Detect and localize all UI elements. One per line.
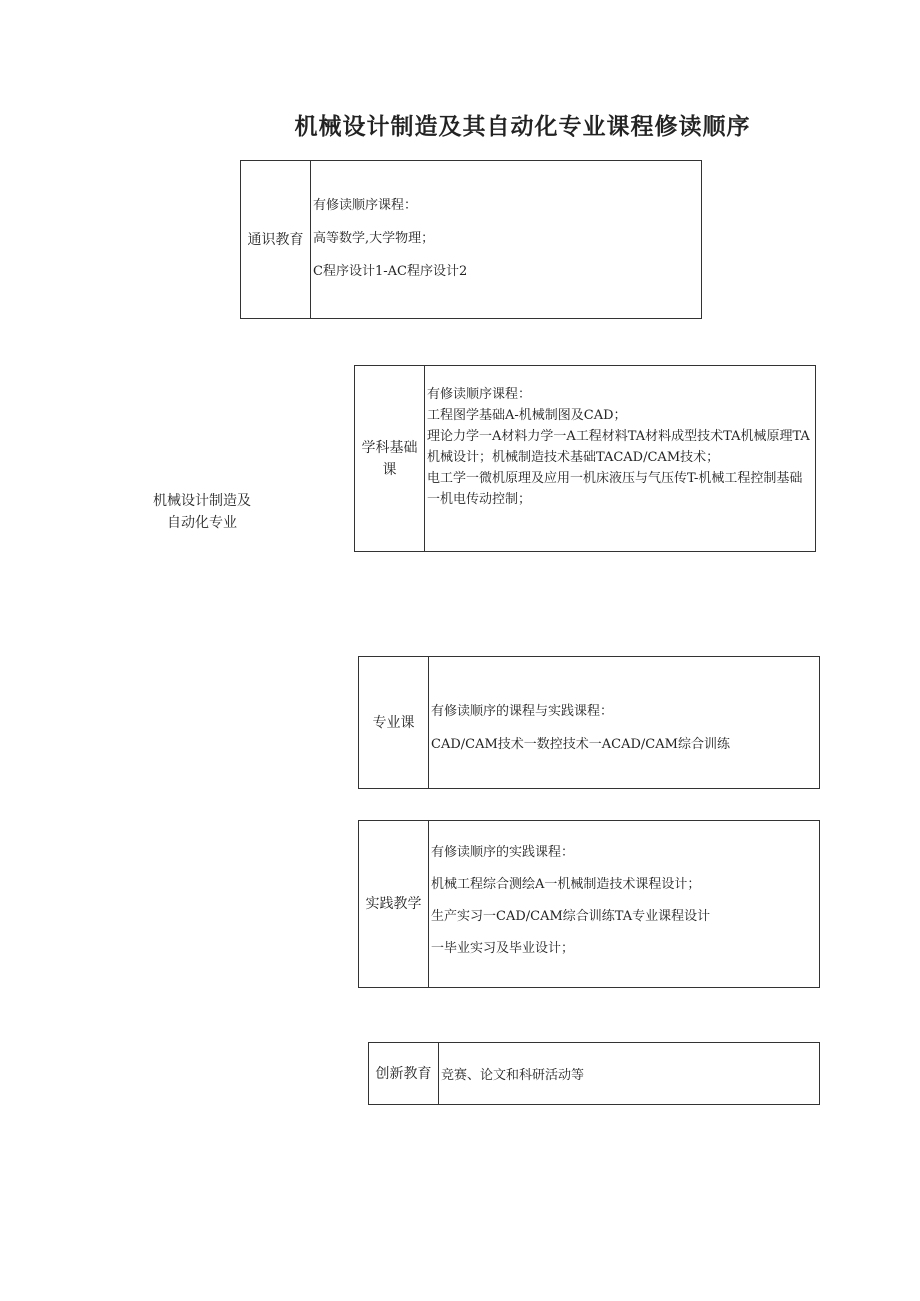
content-line: 有修读顺序的课程与实践课程：: [431, 704, 614, 719]
section-label: 学科基础课: [355, 366, 425, 551]
major-name-label: 机械设计制造及自动化专业: [153, 493, 251, 531]
section-content: [429, 821, 819, 987]
major-course-box: [358, 656, 820, 789]
section-label: 实践教学: [359, 821, 429, 987]
section-label: 专业课: [359, 657, 429, 788]
page-title: 机械设计制造及其自动化专业课程修读顺序: [294, 114, 751, 140]
content-line: 一毕业实习及毕业设计；: [431, 941, 575, 956]
content-line: 工程图学基础A-机械制图及CAD；: [427, 408, 627, 423]
content-line: CAD/CAM技术一数控技术一ACAD/CAM综合训练: [431, 737, 730, 752]
content-line: 有修读顺序课程：: [427, 387, 532, 402]
discipline-basic-box: [354, 365, 816, 552]
general-education-box: [240, 160, 702, 319]
content-line: C程序设计1-AC程序设计2: [313, 264, 468, 279]
content-line: 生产实习一CAD/CAM综合训练TA专业课程设计: [431, 909, 711, 924]
section-content: [311, 161, 701, 318]
content-line: 竞赛、论文和科研活动等: [441, 1068, 585, 1083]
section-content: [439, 1043, 819, 1104]
section-label: 创新教育: [369, 1043, 439, 1104]
section-content: [425, 366, 815, 551]
practice-teaching-box: [358, 820, 820, 988]
content-line: 有修读顺序的实践课程：: [431, 845, 575, 860]
section-label: 通识教育: [241, 161, 311, 318]
innovation-education-box: [368, 1042, 820, 1105]
content-line: 有修读顺序课程：: [313, 198, 418, 213]
section-content: [429, 657, 819, 788]
content-line: 高等数学,大学物理；: [313, 231, 435, 246]
content-line: 机械工程综合测绘A一机械制造技术课程设计；: [431, 877, 701, 892]
content-line: 电工学一微机原理及应用一机床液压与气压传T-机械工程控制基础一机电传动控制；: [427, 471, 803, 507]
content-line: 理论力学一A材料力学一A工程材料TA材料成型技术TA机械原理TA机械设计；机械制造技术基础TACAD/CAM技术；: [427, 429, 810, 465]
